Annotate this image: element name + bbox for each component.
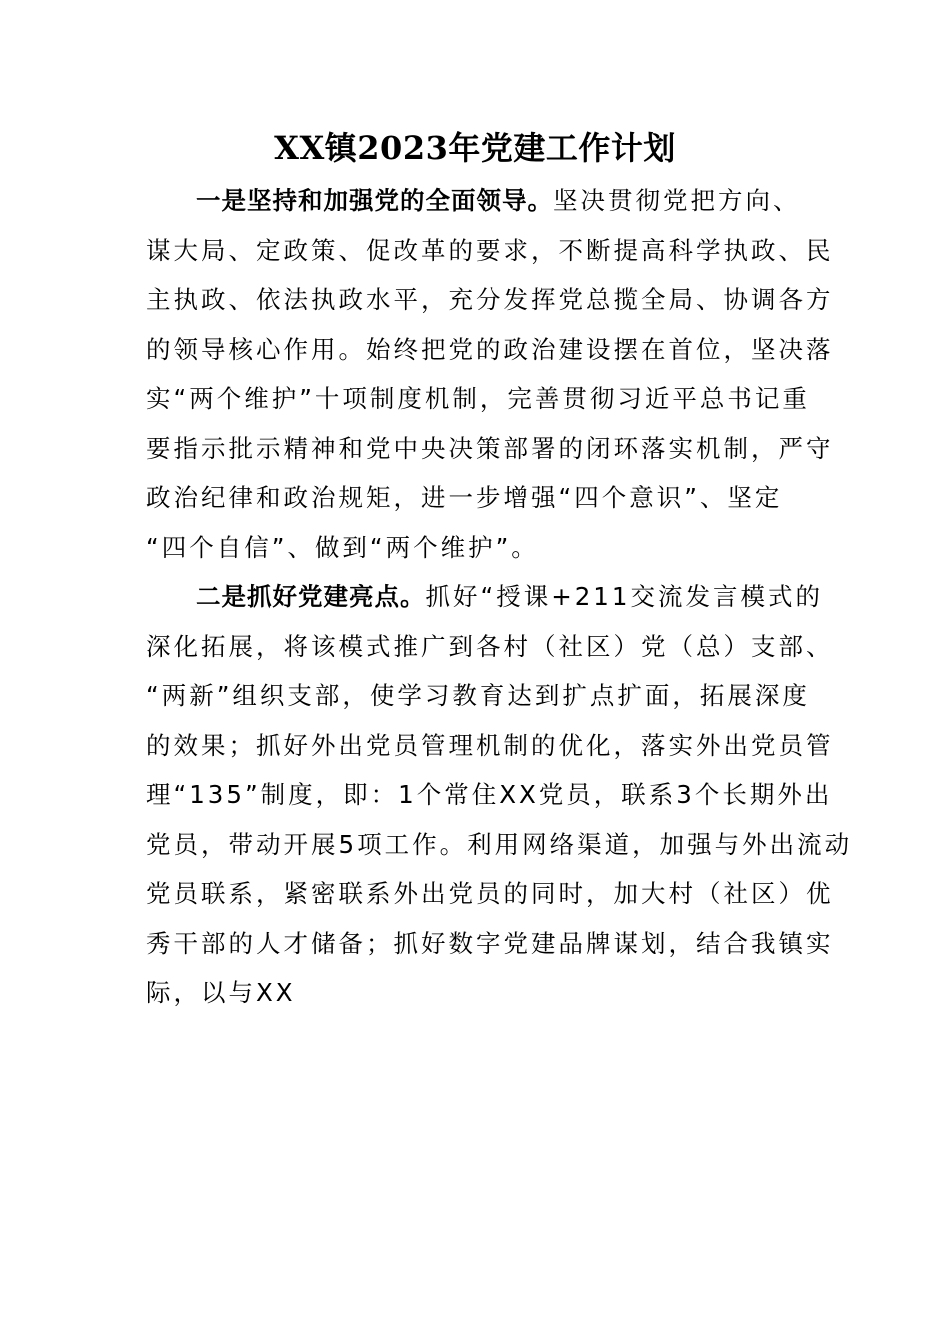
section1-line-1	[196, 183, 868, 219]
section2-line-7: 党员联系，紧密联系外出党员的同时，加大村（社区）优	[146, 879, 834, 908]
section2-line-4: 的效果；抓好外出党员管理机制的优化，落实外出党员管	[146, 731, 834, 760]
section1-lead: 一是坚持和加强党的全面领导。	[196, 186, 553, 215]
section2-line-1	[196, 579, 868, 615]
section1-line-8: “四个自信”、做到“两个维护”。	[146, 533, 539, 562]
section1-line-6: 要指示批示精神和党中央决策部署的闭环落实机制，严守	[146, 434, 834, 463]
section2-line-8: 秀干部的人才储备；抓好数字党建品牌谋划，结合我镇实	[146, 929, 834, 958]
section1-line-3: 主执政、依法执政水平，充分发挥党总揽全局、协调各方	[146, 285, 834, 314]
section2-line-9: 际，以与XX	[146, 978, 296, 1007]
section1-line-5: 实“两个维护”十项制度机制，完善贯彻习近平总书记重	[146, 384, 810, 413]
section2-text: 抓好“授课+211交流发言模式的	[425, 582, 823, 611]
document-title: XX镇2023年党建工作计划	[274, 129, 676, 167]
section1-line-4: 的领导核心作用。始终把党的政治建设摆在首位，坚决落	[146, 335, 834, 364]
section2-line-6: 党员，带动开展5项工作。利用网络渠道，加强与外出流动	[146, 830, 853, 859]
section2-line-3: “两新”组织支部，使学习教育达到扩点扩面，拓展深度	[146, 681, 810, 710]
section1-line-2: 谋大局、定政策、促改革的要求，不断提高科学执政、民	[146, 236, 834, 265]
section2-line-2: 深化拓展，将该模式推广到各村（社区）党（总）支部、	[146, 632, 834, 661]
section2-line-5: 理“135”制度，即：1个常住XX党员，联系3个长期外出	[146, 780, 833, 809]
section2-lead: 二是抓好党建亮点。	[196, 582, 426, 611]
section1-line-7: 政治纪律和政治规矩，进一步增强“四个意识”、坚定	[146, 483, 783, 512]
section1-text: 坚决贯彻党把方向、	[553, 186, 801, 215]
